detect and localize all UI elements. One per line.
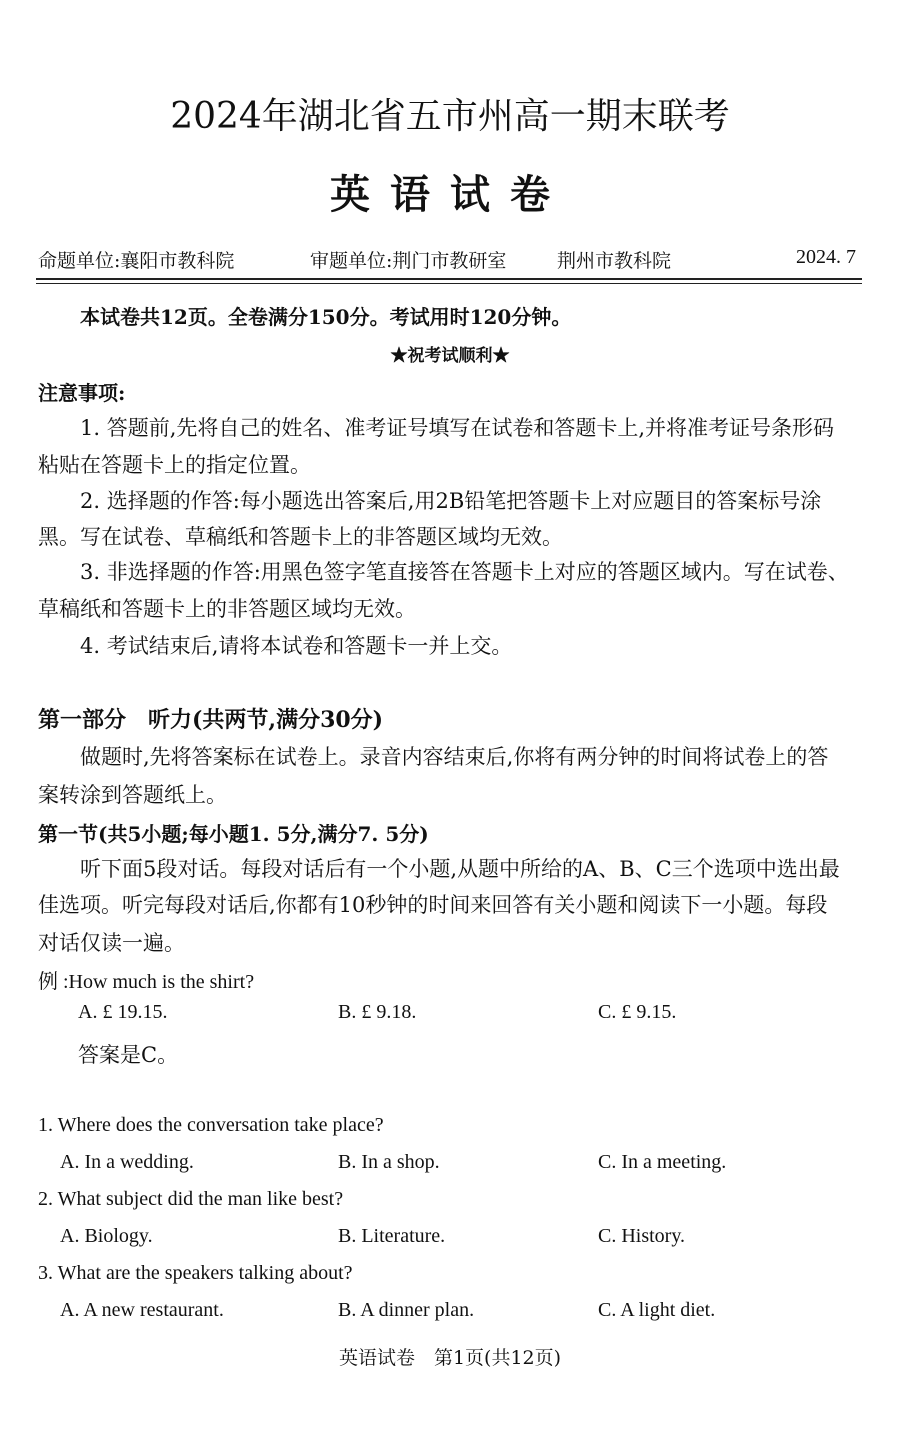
notice-item-1-line-1: 1. 答题前,先将自己的姓名、准考证号填写在试卷和答题卡上,并将准考证号条形码 xyxy=(80,416,835,440)
question-1: 1. Where does the conversation take place? xyxy=(38,1114,384,1136)
setter-unit: 命题单位:襄阳市教科院 xyxy=(38,250,235,272)
example-option-c: C. £ 9.15. xyxy=(598,1001,677,1023)
section-one-line-3: 对话仅读一遍。 xyxy=(38,931,185,955)
question-1-option-c: C. In a meeting. xyxy=(598,1151,727,1173)
notice-item-2-line-1: 2. 选择题的作答:每小题选出答案后,用2B铅笔把答题卡上对应题目的答案标号涂 xyxy=(80,489,822,513)
good-luck-line: ★祝考试顺利★ xyxy=(390,346,510,366)
question-2-option-b: B. Literature. xyxy=(338,1225,446,1247)
section-one-line-2: 佳选项。听完每段对话后,你都有10秒钟的时间来回答有关小题和阅读下一小题。每段 xyxy=(38,893,828,917)
reviewer-unit-2: 荆州市教科院 xyxy=(557,250,672,272)
part-one-intro-line-2: 案转涂到答题纸上。 xyxy=(38,783,227,807)
notice-item-2-line-2: 黑。写在试卷、草稿纸和答题卡上的非答题区域均无效。 xyxy=(38,525,563,549)
example-answer: 答案是C。 xyxy=(78,1043,179,1067)
section-one-heading: 第一节(共5小题;每小题1. 5分,满分7. 5分) xyxy=(38,822,429,846)
question-2-option-a: A. Biology. xyxy=(60,1225,153,1247)
notice-item-3-line-2: 草稿纸和答题卡上的非答题区域均无效。 xyxy=(38,597,416,621)
example-question: 例 :How much is the shirt? xyxy=(38,971,255,993)
question-2: 2. What subject did the man like best? xyxy=(38,1188,344,1210)
notice-item-1-line-2: 粘贴在答题卡上的指定位置。 xyxy=(38,453,311,477)
exam-summary: 本试卷共12页。全卷满分150分。考试用时120分钟。 xyxy=(80,305,572,329)
exam-title: 2024年湖北省五市州高一期末联考 xyxy=(170,96,730,137)
question-3-option-b: B. A dinner plan. xyxy=(338,1299,475,1321)
notice-item-4: 4. 考试结束后,请将本试卷和答题卡一并上交。 xyxy=(80,634,513,658)
header-rule-thick xyxy=(36,278,862,280)
question-2-option-c: C. History. xyxy=(598,1225,686,1247)
question-1-option-a: A. In a wedding. xyxy=(60,1151,194,1173)
section-one-line-1: 听下面5段对话。每段对话后有一个小题,从题中所给的A、B、C三个选项中选出最 xyxy=(80,857,840,881)
notice-item-3-line-1: 3. 非选择题的作答:用黑色签字笔直接答在答题卡上对应的答题区域内。写在试卷、 xyxy=(80,560,849,584)
page-footer: 英语试卷 第1页(共12页) xyxy=(338,1347,562,1369)
notice-heading: 注意事项: xyxy=(38,381,126,405)
exam-subtitle: 英语试卷 xyxy=(330,171,570,218)
exam-date: 2024. 7 xyxy=(796,246,856,268)
part-one-intro-line-1: 做题时,先将答案标在试卷上。录音内容结束后,你将有两分钟的时间将试卷上的答 xyxy=(80,745,829,769)
part-one-heading: 第一部分 听力(共两节,满分30分) xyxy=(38,707,384,733)
question-3-option-c: C. A light diet. xyxy=(598,1299,716,1321)
question-3: 3. What are the speakers talking about? xyxy=(38,1262,353,1284)
question-3-option-a: A. A new restaurant. xyxy=(60,1299,224,1321)
reviewer-unit: 审题单位:荆门市教研室 xyxy=(310,250,507,272)
example-option-a: A. £ 19.15. xyxy=(78,1001,168,1023)
header-rule-thin xyxy=(36,283,862,284)
example-option-b: B. £ 9.18. xyxy=(338,1001,417,1023)
question-1-option-b: B. In a shop. xyxy=(338,1151,440,1173)
